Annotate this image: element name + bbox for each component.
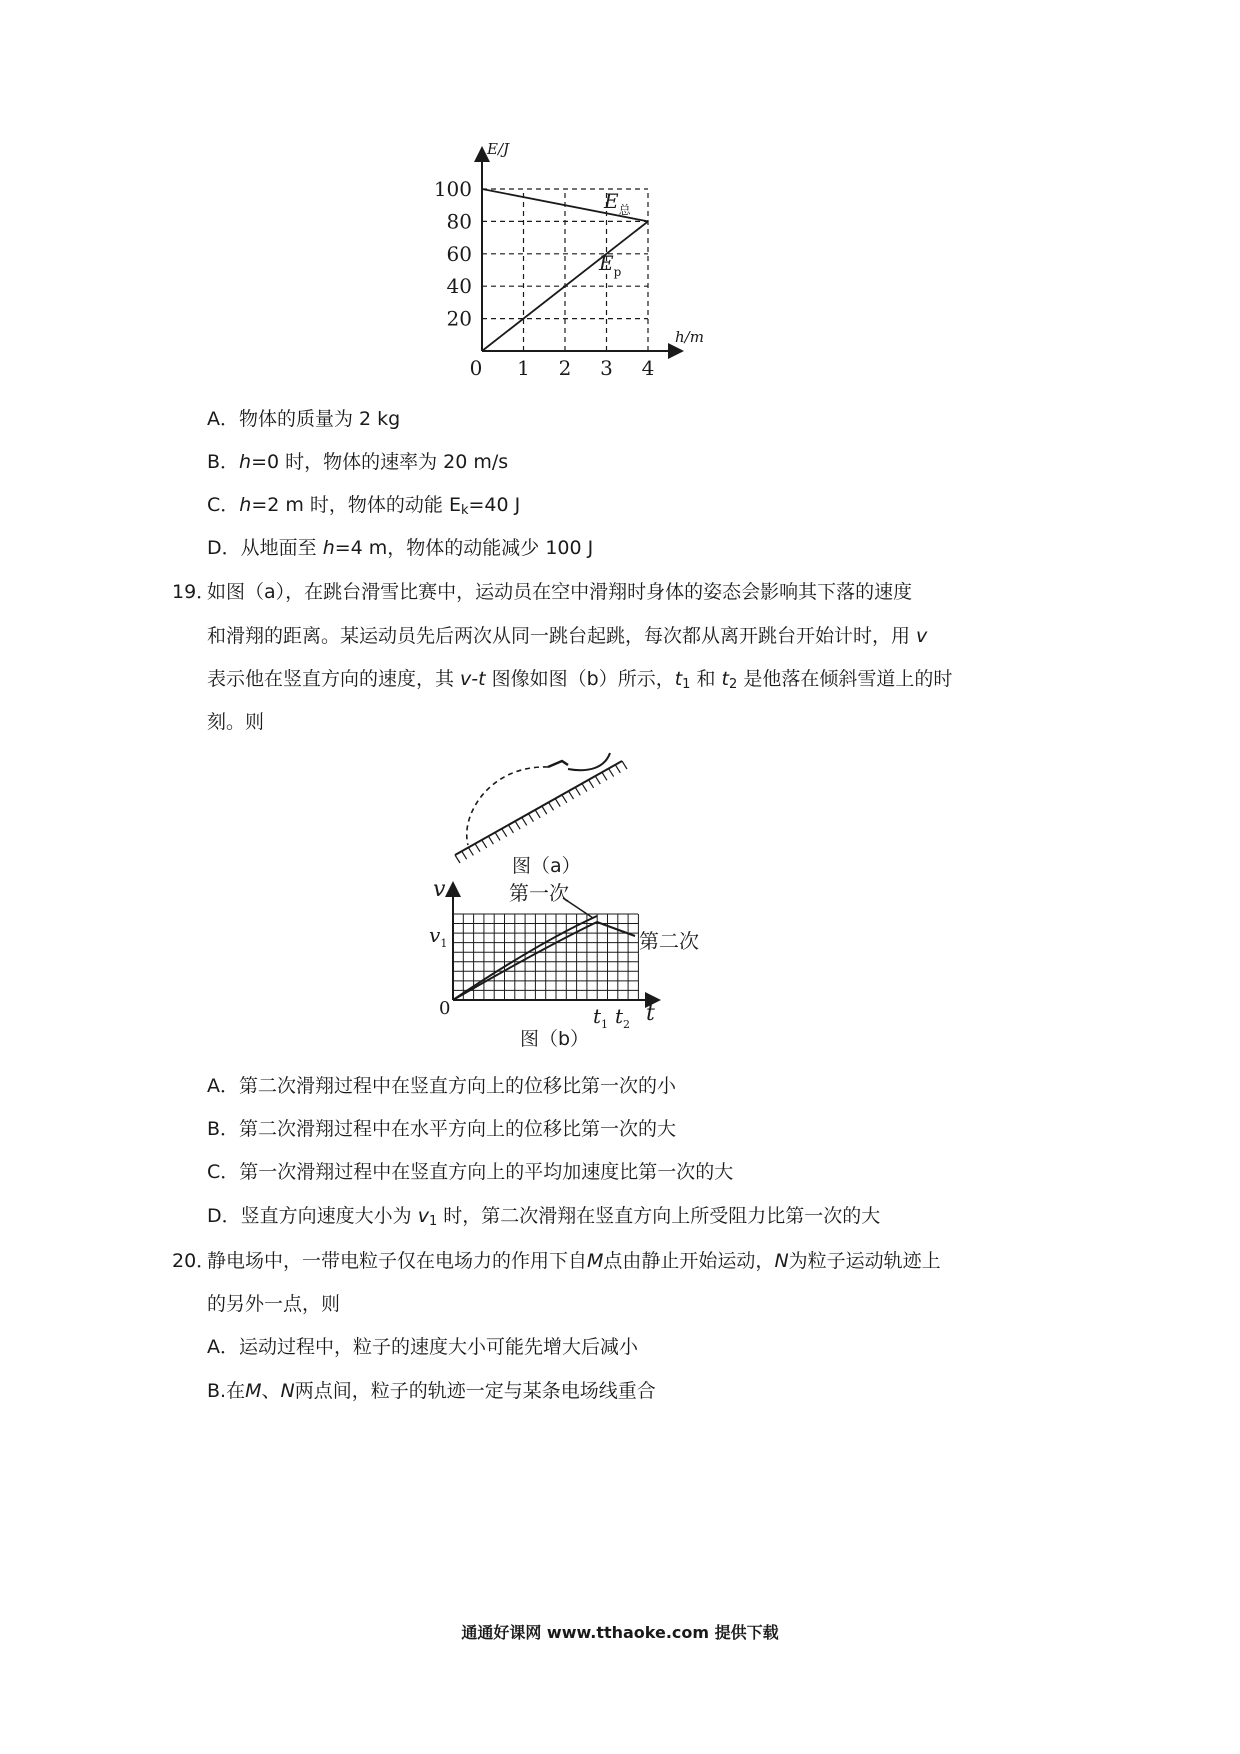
text-run: 竖直方向速度大小为: [240, 1205, 418, 1227]
math-subscript: 2: [729, 677, 738, 692]
q20-stem-line: [207, 1252, 941, 1271]
skier-icon: [548, 761, 568, 767]
hatch-mark: [482, 840, 487, 848]
vt-x-label: t: [646, 1001, 655, 1026]
figure-b-caption: 图（b）: [520, 1028, 590, 1050]
hatch-mark: [595, 776, 600, 784]
v1-label: $v_1$: [429, 923, 448, 950]
option-letter: C．: [207, 494, 240, 516]
x-tick-label: 0: [469, 356, 483, 380]
t1-label: $t_1$: [593, 1004, 609, 1031]
math-symbol: h: [239, 494, 252, 516]
q19-stem-line: [207, 670, 952, 691]
y-tick-label: 60: [446, 241, 472, 266]
y-tick-label: 100: [433, 177, 472, 201]
q19-stem-line: [207, 627, 927, 646]
math-symbol: v: [417, 1205, 429, 1227]
hatch-mark: [455, 855, 460, 863]
vt-y-label: v: [433, 877, 446, 902]
math-symbol: M: [587, 1250, 604, 1272]
q18-option-d: [207, 539, 593, 558]
option-letter: A．: [207, 1336, 239, 1358]
text-run: =0 时，物体的速率为 20 m/s: [251, 451, 509, 473]
q19-option-c: [207, 1163, 733, 1182]
text-run: 时，第二次滑翔在竖直方向上所受阻力比第一次的大: [437, 1205, 881, 1227]
trajectory-curve: [467, 767, 548, 845]
hatch-mark: [488, 836, 493, 844]
text-run: 从地面至: [240, 537, 323, 559]
text-run: 和: [690, 668, 722, 690]
text-run: 物体的质量为 2 kg: [239, 408, 401, 430]
q20-option-b: [207, 1382, 656, 1401]
ramp-curve: [568, 753, 610, 770]
total-energy-label: $E_总$: [604, 189, 631, 217]
hatch-mark: [575, 787, 580, 795]
first-jump-label: 第一次: [509, 881, 569, 905]
hatch-mark: [475, 844, 480, 852]
hatch-mark: [609, 769, 614, 777]
hatch-mark: [508, 825, 513, 833]
option-letter: D．: [207, 1205, 241, 1227]
hatch-mark: [535, 810, 540, 818]
hatch-mark: [555, 799, 560, 807]
hatch-mark: [582, 784, 587, 792]
hatch-mark: [495, 832, 500, 840]
option-letter: B．: [207, 451, 240, 473]
text-run: 、: [261, 1380, 281, 1402]
q20-stem-line: [207, 1295, 340, 1314]
hatch-mark: [602, 772, 607, 780]
q19-stem-line: [207, 713, 264, 732]
math-symbol: M: [245, 1380, 262, 1402]
text-run: 第一次滑翔过程中在竖直方向上的平均加速度比第一次的大: [239, 1161, 734, 1183]
option-letter: A．: [207, 1075, 239, 1097]
y-tick-label: 40: [446, 274, 472, 299]
t2-label: $t_2$: [615, 1004, 631, 1031]
math-subscript: 1: [682, 677, 691, 692]
page-footer: 通通好课网 www.tthaoke.com 提供下载: [461, 1623, 779, 1642]
hatch-mark: [562, 795, 567, 803]
text-run: 刻。则: [207, 711, 265, 733]
potential-energy-label: $E_p$: [599, 251, 622, 279]
text-run: 运动过程中，粒子的速度大小可能先增大后减小: [239, 1336, 639, 1358]
text-run: 两点间，粒子的轨迹一定与某条电场线重合: [294, 1380, 656, 1402]
hatch-mark: [502, 829, 507, 837]
text-run: 点由静止开始运动，: [603, 1250, 775, 1272]
math-symbol: t: [674, 668, 683, 690]
text-run: =40 J: [468, 494, 521, 516]
hatch-mark: [522, 817, 527, 825]
text-run: 图像如图（b）所示，: [485, 668, 675, 690]
text-run: 第二次滑翔过程中在水平方向上的位移比第一次的大: [239, 1118, 677, 1140]
math-symbol: t: [721, 668, 729, 690]
hatch-mark: [549, 802, 554, 810]
velocity-time-chart: [425, 877, 725, 1031]
q19-stem-line: [207, 583, 912, 602]
q18-option-c: [207, 496, 520, 517]
q19-option-d: [207, 1207, 880, 1228]
q20-option-a: [207, 1338, 638, 1357]
math-symbol: N: [774, 1250, 789, 1272]
y-tick-label: 20: [446, 306, 472, 331]
text-run: =2 m 时，物体的动能 E: [251, 494, 461, 516]
math-subscript: 1: [428, 1214, 438, 1229]
q19-option-a: [207, 1077, 676, 1096]
math-symbol: h: [239, 451, 252, 473]
energy-height-chart: [433, 140, 790, 400]
hatch-mark: [615, 765, 620, 773]
vt-origin-label: 0: [439, 998, 451, 1019]
text-run: 如图（a），在跳台滑雪比赛中，运动员在空中滑翔时身体的姿态会影响其下落的速度: [207, 581, 913, 603]
text-run: 和滑翔的距离。某运动员先后两次从同一跳台起跳，每次都从离开跳台开始计时，用: [207, 625, 917, 647]
option-letter: D．: [207, 537, 241, 559]
option-letter: A．: [207, 408, 239, 430]
math-symbol: h: [322, 537, 335, 559]
second-jump-label: 第二次: [639, 929, 699, 953]
hatch-mark: [515, 821, 520, 829]
text-run: 第二次滑翔过程中在竖直方向上的位移比第一次的小: [239, 1075, 677, 1097]
q19-option-b: [207, 1120, 676, 1139]
q18-option-a: [207, 410, 400, 429]
option-letter: B.: [207, 1380, 227, 1402]
hatch-mark: [468, 847, 473, 855]
text-run: 静电场中，一带电粒子仅在电场力的作用下自: [207, 1250, 588, 1272]
slope-hatching: [455, 761, 627, 863]
x-axis-label: h/m: [675, 328, 704, 346]
math-symbol: N: [280, 1380, 295, 1402]
q18-option-b: [207, 453, 508, 472]
hatch-mark: [542, 806, 547, 814]
y-axis-label: E/J: [487, 140, 510, 158]
text-run: 在: [226, 1380, 246, 1402]
math-subscript: k: [460, 503, 469, 518]
x-tick-label: 1: [517, 356, 530, 380]
text-run: =4 m，物体的动能减少 100 J: [334, 537, 594, 559]
option-letter: C．: [207, 1161, 240, 1183]
hatch-mark: [528, 814, 533, 822]
hatch-mark: [622, 761, 627, 769]
q19-number: 19．: [172, 581, 216, 603]
slope-line: [455, 761, 622, 855]
figure-a-caption: 图（a）: [512, 855, 581, 877]
x-tick-label: 2: [558, 356, 572, 380]
hatch-mark: [462, 851, 467, 859]
y-tick-labels: [434, 177, 472, 331]
text-run: 为粒子运动轨迹上: [788, 1250, 941, 1272]
q20-number: 20．: [172, 1250, 216, 1272]
text-run: 的另外一点，则: [207, 1293, 341, 1315]
x-tick-label: 4: [641, 356, 655, 380]
option-letter: B．: [207, 1118, 240, 1140]
y-tick-label: 80: [446, 209, 472, 234]
hatch-mark: [569, 791, 574, 799]
x-tick-labels: [470, 356, 655, 380]
text-run: 表示他在竖直方向的速度，其: [207, 668, 461, 690]
math-symbol: v-t: [460, 668, 486, 690]
x-tick-label: 3: [600, 356, 613, 380]
math-symbol: v: [916, 625, 928, 647]
hatch-mark: [589, 780, 594, 788]
text-run: 是他落在倾斜雪道上的时: [737, 668, 953, 690]
